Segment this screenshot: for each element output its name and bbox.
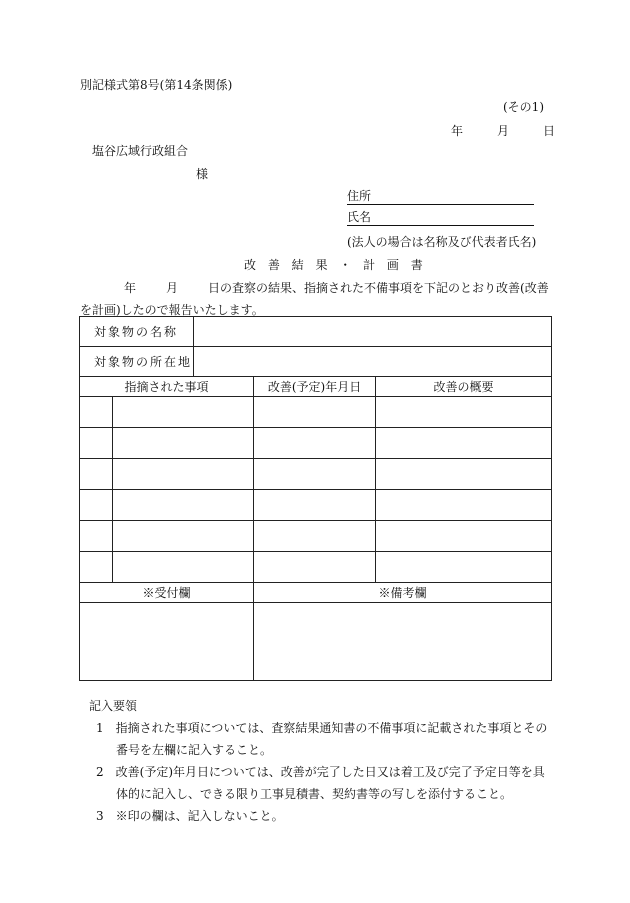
- item-number-cell[interactable]: [80, 397, 113, 428]
- applicant-address-line[interactable]: [347, 189, 534, 205]
- object-name-label: 対象物の名称: [80, 317, 194, 347]
- pointed-item-cell[interactable]: [113, 459, 254, 490]
- instruction-item: 3 ※印の欄は、記入しないこと。: [96, 809, 284, 823]
- item-number-cell[interactable]: [80, 459, 113, 490]
- sheet-number: (その1): [503, 100, 544, 114]
- improvement-summary-cell[interactable]: [376, 428, 552, 459]
- pointed-item-cell[interactable]: [113, 397, 254, 428]
- pointed-item-cell[interactable]: [113, 521, 254, 552]
- reception-field[interactable]: [80, 603, 254, 681]
- table-row: [80, 428, 552, 459]
- improvement-date-header: 改善(予定)年月日: [254, 377, 376, 397]
- instructions: [80, 695, 554, 827]
- object-location-label: 対象物の所在地: [80, 347, 194, 377]
- form-number: 別記様式第8号(第14条関係): [80, 78, 233, 92]
- table-row: [80, 490, 552, 521]
- date-month-label: 月: [497, 124, 510, 138]
- remarks-header: ※備考欄: [254, 583, 552, 603]
- improvement-summary-cell[interactable]: [376, 459, 552, 490]
- document-date: [451, 124, 555, 138]
- improvement-date-cell[interactable]: [254, 521, 376, 552]
- date-day-label: 日: [543, 124, 556, 138]
- remarks-field[interactable]: [254, 603, 552, 681]
- improvement-summary-cell[interactable]: [376, 552, 552, 583]
- applicant-name-line[interactable]: [347, 210, 534, 226]
- table-row: [80, 521, 552, 552]
- improvement-summary-cell[interactable]: [376, 490, 552, 521]
- addressee-suffix: 様: [196, 167, 209, 181]
- corporate-note: (法人の場合は名称及び代表者氏名): [347, 235, 537, 249]
- pointed-item-cell[interactable]: [113, 490, 254, 521]
- item-number-cell[interactable]: [80, 521, 113, 552]
- intro-text: 日の査察の結果、指摘された不備事項を下記のとおり改善(改善を計画)したので報告いたします。: [80, 281, 549, 317]
- pointed-item-cell[interactable]: [113, 428, 254, 459]
- pointed-item-cell[interactable]: [113, 552, 254, 583]
- improvement-date-cell[interactable]: [254, 428, 376, 459]
- intro-year-label: 年: [124, 281, 137, 295]
- intro-paragraph: [80, 277, 552, 321]
- improvement-date-cell[interactable]: [254, 397, 376, 428]
- applicant-name-label: 氏名: [347, 210, 372, 224]
- pointed-items-header: 指摘された事項: [80, 377, 254, 397]
- improvement-date-cell[interactable]: [254, 552, 376, 583]
- improvement-date-cell[interactable]: [254, 459, 376, 490]
- item-number-cell[interactable]: [80, 428, 113, 459]
- document-title: 改 善 結 果 ・ 計 画 書: [244, 258, 427, 272]
- applicant-address-label: 住所: [347, 189, 372, 203]
- addressee: 塩谷広域行政組合: [92, 144, 189, 158]
- item-number-cell[interactable]: [80, 490, 113, 521]
- object-location-field[interactable]: [194, 347, 552, 377]
- intro-month-label: 月: [166, 281, 179, 295]
- instruction-item: 1 指摘された事項については、査察結果通知書の不備事項に記載された事項とその番号を左欄に記入すること。: [96, 721, 548, 757]
- improvement-date-cell[interactable]: [254, 490, 376, 521]
- instruction-item: 2 改善(予定)年月日については、改善が完了した日又は着工及び完了予定日等を具体的に記入し、できる限り工事見積書、契約書等の写しを添付すること。: [96, 765, 545, 801]
- table-row: [80, 459, 552, 490]
- table-row: [80, 552, 552, 583]
- improvement-summary-cell[interactable]: [376, 521, 552, 552]
- improvement-summary-header: 改善の概要: [376, 377, 552, 397]
- report-table: [79, 316, 552, 681]
- object-name-field[interactable]: [194, 317, 552, 347]
- item-number-cell[interactable]: [80, 552, 113, 583]
- reception-header: ※受付欄: [80, 583, 254, 603]
- instructions-heading: 記入要領: [89, 699, 138, 713]
- improvement-summary-cell[interactable]: [376, 397, 552, 428]
- date-year-label: 年: [451, 124, 464, 138]
- table-row: [80, 397, 552, 428]
